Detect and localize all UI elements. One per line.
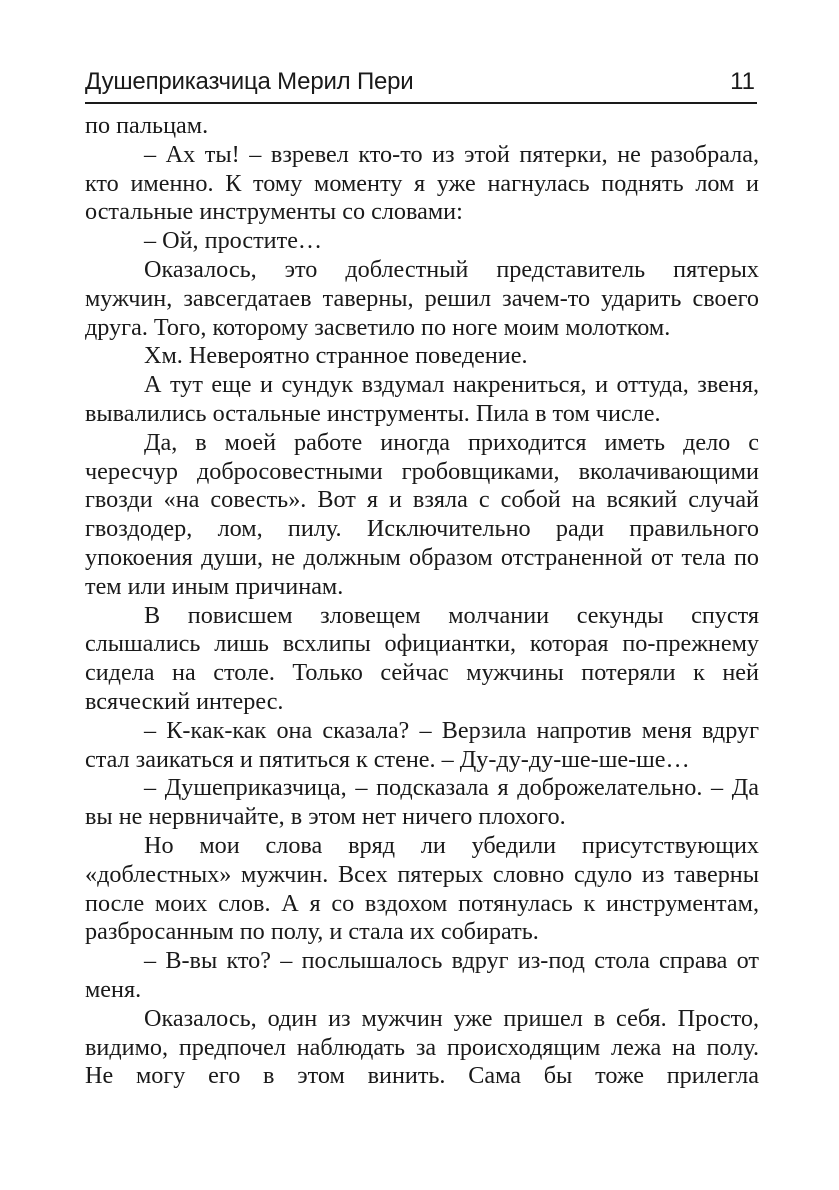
body-text xyxy=(85,112,759,1091)
paragraph-5: Хм. Невероятно странное поведение. xyxy=(144,342,528,370)
paragraph-4: Оказалось, это доблестный представитель пятерых мужчин, завсегдатаев таверны, решил зачем-то ударить своего друга. Того, которому засветило по ноге моим молотком. xyxy=(85,255,759,341)
page-number: 11 xyxy=(730,68,755,95)
paragraph-12: – В-вы кто? – послышалось вдруг из-под стола справа от меня. xyxy=(85,947,759,1003)
running-header xyxy=(85,66,757,104)
paragraph-1: по пальцам. xyxy=(85,112,209,139)
paragraph-6: А тут еще и сундук вздумал накрениться, и оттуда, звеня, вывалились остальные инструменты. Пила в том числе. xyxy=(85,371,759,427)
paragraph-11: Но мои слова вряд ли убедили присутствующих «доблестных» мужчин. Всех пятерых словно сдуло из таверны после моих слов. А я со вздохом потянулась к инструментам, разбросанным по полу, и стала их собирать. xyxy=(85,831,759,946)
book-title: Душеприказчица Мерил Пери xyxy=(85,68,414,95)
paragraph-2: – Ах ты! – взревел кто-то из этой пятерки, не разобрала, кто именно. К тому моменту я уже нагнулась поднять лом и остальные инструменты со словами: xyxy=(85,140,759,226)
paragraph-10: – Душеприказчица, – подсказала я доброжелательно. – Да вы не нервничайте, в этом нет ничего плохого. xyxy=(85,774,759,831)
paragraph-7: Да, в моей работе иногда приходится иметь дело с чересчур добросовестными гробовщиками, вколачивающими гвозди «на совесть». Вот я и взяла с собой на всякий случай гвоздодер, лом, пилу. Исключительно ради правильного упокоения души, не должным образом отстраненной от тела по тем или иным причинам. xyxy=(85,428,759,600)
paragraph-13: Оказалось, один из мужчин уже пришел в себя. Просто, видимо, предпочел наблюдать за происходящим лежа на полу. Не могу его в этом винить. Сама бы тоже прилегла xyxy=(85,1004,759,1090)
paragraph-8: В повисшем зловещем молчании секунды спустя слышались лишь всхлипы официантки, которая по-прежнему сидела на столе. Только сейчас мужчины потеряли к ней всяческий интерес. xyxy=(85,601,759,715)
paragraph-3: – Ой, простите… xyxy=(144,227,323,255)
paragraph-9: – К-как-как она сказала? – Верзила напротив меня вдруг стал заикаться и пятиться к стене. – Ду-ду-ду-ше-ше-ше… xyxy=(85,716,759,773)
